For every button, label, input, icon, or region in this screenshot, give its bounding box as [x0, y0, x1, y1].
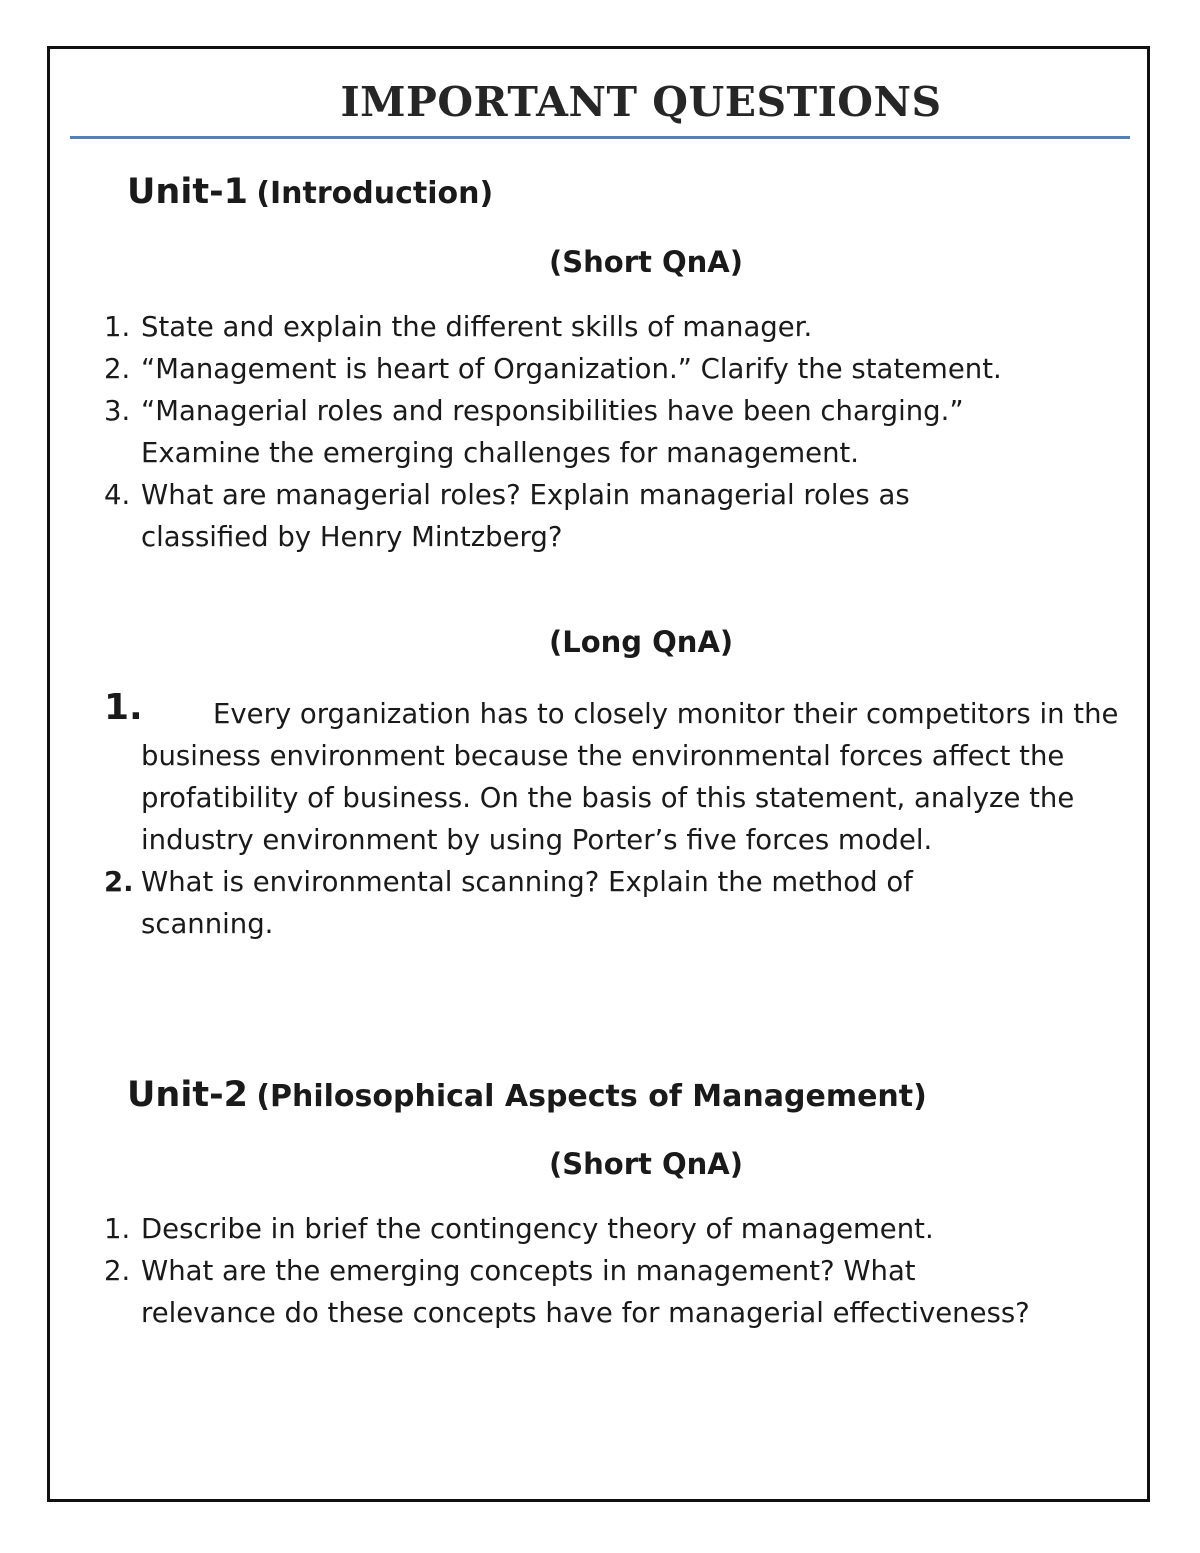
- list-item: [0, 474, 1130, 558]
- question-number: 1.: [104, 687, 143, 728]
- question-number: 2.: [104, 866, 134, 898]
- question-text: “Management is heart of Organization.” Clarify the statement.: [141, 353, 1002, 385]
- question-number: 4.: [104, 479, 131, 511]
- page-title: IMPORTANT QUESTIONS: [340, 78, 942, 126]
- list-item: [0, 1250, 1130, 1334]
- title-underline: [70, 136, 1130, 139]
- unit-2-short-questions: [0, 1208, 1130, 1334]
- unit-1-short-label: (Short QnA): [549, 245, 743, 279]
- question-number: 2.: [104, 1255, 131, 1287]
- unit-1-subtitle: (Introduction): [256, 176, 494, 211]
- unit-1-long-questions: [0, 687, 1130, 945]
- list-item: [0, 390, 1130, 474]
- unit-1-heading: [127, 170, 493, 217]
- unit-2-subtitle: (Philosophical Aspects of Management): [256, 1079, 927, 1114]
- question-number: 3.: [104, 395, 131, 427]
- list-item: [0, 687, 1130, 861]
- list-item: [0, 306, 1130, 348]
- unit-2-short-label: (Short QnA): [549, 1147, 743, 1181]
- unit-1-short-questions: [0, 306, 1130, 558]
- list-item: [0, 1208, 1130, 1250]
- question-number: 1.: [104, 311, 131, 343]
- unit-2-heading: [127, 1073, 927, 1120]
- question-number: 1.: [104, 1213, 131, 1245]
- question-text: What are the emerging concepts in management? What relevance do these concepts have for managerial effectiveness?: [141, 1255, 1030, 1329]
- unit-1-long-label: (Long QnA): [549, 625, 734, 659]
- question-text: Describe in brief the contingency theory of management.: [141, 1213, 934, 1245]
- unit-2-label: Unit-2: [127, 1075, 248, 1115]
- unit-1-label: Unit-1: [127, 172, 248, 212]
- question-text: What is environmental scanning? Explain the method of scanning.: [141, 866, 913, 940]
- question-text: Every organization has to closely monitor their competitors in the business environment because the environmental forces affect the profatibility of business. On the basis of this statement, analyze the industry environment by using Porter’s five forces model.: [141, 698, 1119, 856]
- list-item: [0, 861, 1130, 945]
- question-text: “Managerial roles and responsibilities have been charging.” Examine the emerging challenges for management.: [141, 395, 964, 469]
- question-number: 2.: [104, 353, 131, 385]
- question-text: State and explain the different skills of manager.: [141, 311, 813, 343]
- question-text: What are managerial roles? Explain managerial roles as classified by Henry Mintzberg?: [141, 479, 910, 553]
- list-item: [0, 348, 1130, 390]
